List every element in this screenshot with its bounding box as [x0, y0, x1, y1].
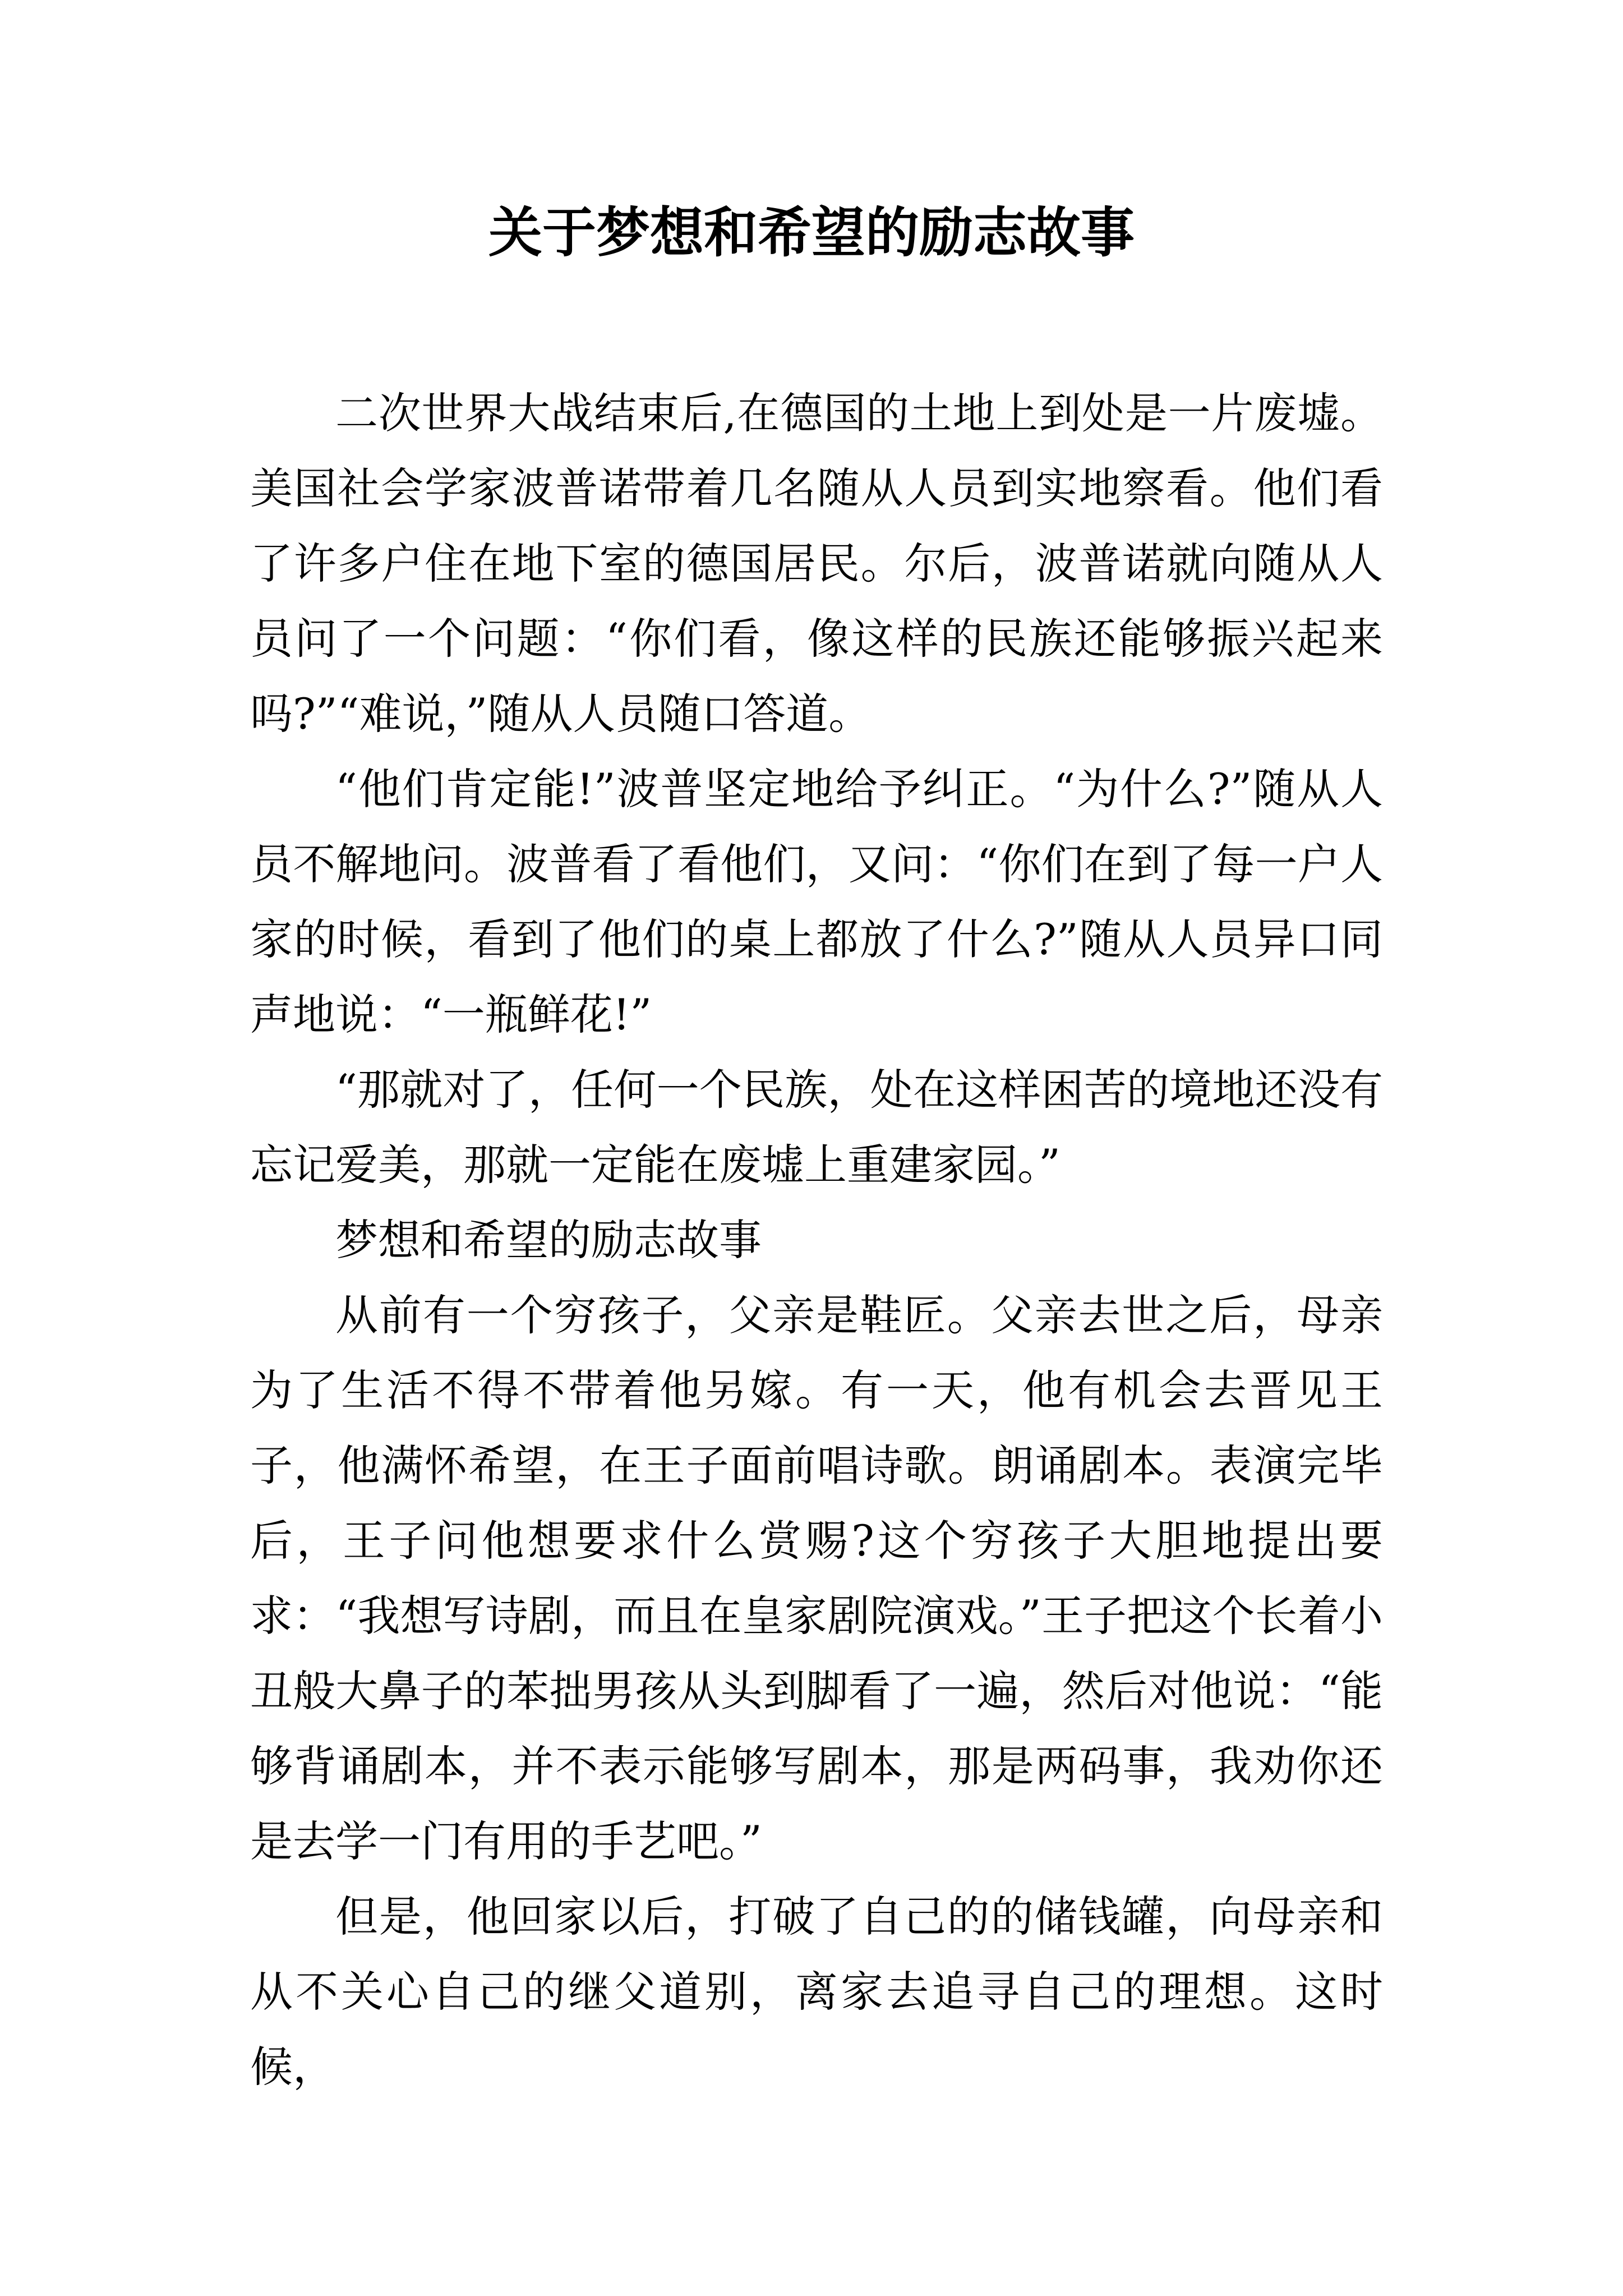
- paragraph: 从前有一个穷孩子，父亲是鞋匠。父亲去世之后，母亲为了生活不得不带着他另嫁。有一天，他有机会去晋见王子，他满怀希望，在王子面前唱诗歌。朗诵剧本。表演完毕后，王子问他想要求什么赏赐?这个穷孩子大胆地提出要求：“我想写诗剧，而且在皇家剧院演戏。”王子把这个长着小丑般大鼻子的苯拙男孩从头到脚看了一遍，然后对他说：“能够背诵剧本，并不表示能够写剧本，那是两码事，我劝你还是去学一门有用的手艺吧。”: [250, 1290, 1383, 1866]
- paragraph: “他们肯定能!”波普坚定地给予纠正。“为什么?”随从人员不解地问。波普看了看他们，又问：“你们在到了每一户人家的时候，看到了他们的桌上都放了什么?”随从人员异口同声地说：“一瓶鲜花!”: [250, 764, 1383, 1039]
- document-title: 关于梦想和希望的励志故事: [488, 201, 1135, 264]
- section-heading: 梦想和希望的励志故事: [335, 1215, 762, 1265]
- paragraph: “那就对了，任何一个民族，处在这样困苦的境地还没有忘记爱美，那就一定能在废墟上重建家园。”: [250, 1065, 1383, 1190]
- paragraph: 但是，他回家以后，打破了自己的的储钱罐，向母亲和从不关心自己的继父道别，离家去追寻自己的理想。这时候，: [250, 1892, 1383, 2092]
- paragraph: 二次世界大战结束后,在德国的土地上到处是一片废墟。美国社会学家波普诺带着几名随从人员到实地察看。他们看了许多户住在地下室的德国居民。尔后，波普诺就向随从人员问了一个问题：“你们看，像这样的民族还能够振兴起来吗?”“难说，”随从人员随口答道。: [250, 388, 1383, 739]
- document-body: [250, 376, 1383, 2105]
